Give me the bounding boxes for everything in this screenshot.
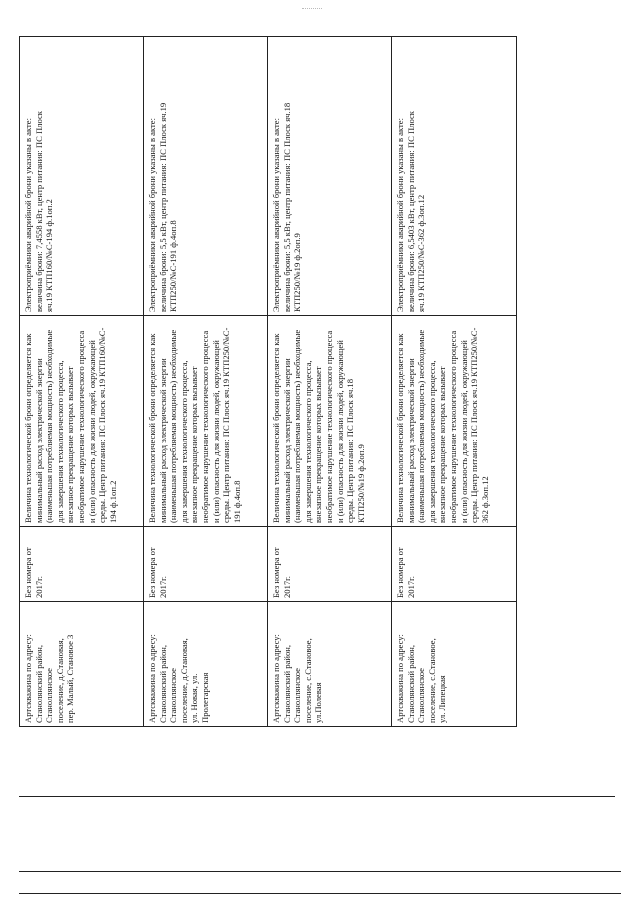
- cell-emergency-reserve: Электроприёмники аварийной брони указаны в акте: величина брони: 5,5 кВт, центр питания: ПС Плоск яч.18 КТП250/№19 ф.2оп.9: [268, 36, 392, 316]
- cell-document-number: Без номера от 2017г.: [268, 527, 392, 602]
- separator-line: [19, 796, 615, 797]
- cell-technological-reserve: Величина технологической брони определяется как минимальный расход электрической энергии (наименьшая потребляемая мощность) необходимые для завершения технологического процесса, внезапное прекращение которых вызывает необратимое нарушение технологического процесса и (или) опасность для жизни людей, окружающей среды. Центр питания: ПС Плоск яч.19 КТП250/№С- 362 ф.3оп.12: [392, 316, 516, 527]
- cell-emergency-reserve: Электроприёмники аварийной брони указаны в акте: величина брони: 7,4558 кВт, центр питания: ПС Плоск яч.19 КТП160/№С-194 ф.1оп.2: [20, 36, 144, 316]
- table-row: [19, 36, 144, 727]
- table-row: [267, 36, 392, 727]
- rotated-table-viewport: [19, 36, 634, 727]
- cell-address: Артскважина по адресу: Станолянский район, Станоллянское поселение, д.Становая, ул. Новая, ул. Пролетарская: [144, 602, 268, 727]
- cell-technological-reserve: Величина технологической брони определяется как минимальный расход электрической энергии (наименьшая потребляемая мощность) необходимые для завершения технологического процесса, внезапное прекращение которых вызывает необратимое нарушение технологического процесса и (или) опасность для жизни людей, окружающей среды. Центр питания: ПС Плоск яч.19 КТП250/№С- 191 ф.4оп.8: [144, 316, 268, 527]
- cell-address: Артскважина по адресу: Станолянский район, Станоллянское поселение, с.Становое, ул.Полевая: [268, 602, 392, 727]
- page-top-marker: [302, 8, 322, 9]
- cell-document-number: Без номера от 2017г.: [392, 527, 516, 602]
- cell-emergency-reserve: Электроприёмники аварийной брони указаны в акте: величина брони: 6,5403 кВт, центр питания: ПС Плоск яч.19 КТП250/№С-362 ф.3оп.12: [392, 36, 516, 316]
- separator-line: [19, 893, 621, 894]
- separator-line: [19, 871, 621, 872]
- reservation-table: [19, 36, 634, 727]
- cell-technological-reserve: Величина технологической брони определяется как минимальный расход электрической энергии (наименьшая потребляемая мощность) необходимые для завершения технологического процесса, внезапное прекращение которых вызывает необратимое нарушение технологического процесса и (или) опасность для жизни людей, окружающей среды. Центр питания: ПС Плоск яч.19 КТП160/№С- 194 ф.1оп.2: [20, 316, 144, 527]
- table-row: [391, 36, 517, 727]
- cell-document-number: Без номера от 2017г.: [144, 527, 268, 602]
- cell-technological-reserve: Величина технологической брони определяется как минимальный расход электрической энергии (наименьшая потребляемая мощность) необходимые для завершения технологического процесса, внезапное прекращение которых вызывает необратимое нарушение технологического процесса и (или) опасность для жизни людей, окружающей среды. Центр питания: ПС Плоск яч.18 КТП250/№19 ф.2оп.9: [268, 316, 392, 527]
- cell-address: Артскважина по адресу: Станолянский район, Станоллянское поселение, с.Становое, ул. Липецкая: [392, 602, 516, 727]
- cell-emergency-reserve: Электроприёмники аварийной брони указаны в акте: величина брони: 5,5 кВт, центр питания: ПС Плоск яч.19 КТП250/№С-191 ф.4оп.8: [144, 36, 268, 316]
- cell-document-number: Без номера от 2017г.: [20, 527, 144, 602]
- table-row: [143, 36, 268, 727]
- cell-address: Артскважина по адресу: Станолянский район, Станоллянское поселение, д.Становая, пер. Малый, Становое 3: [20, 602, 144, 727]
